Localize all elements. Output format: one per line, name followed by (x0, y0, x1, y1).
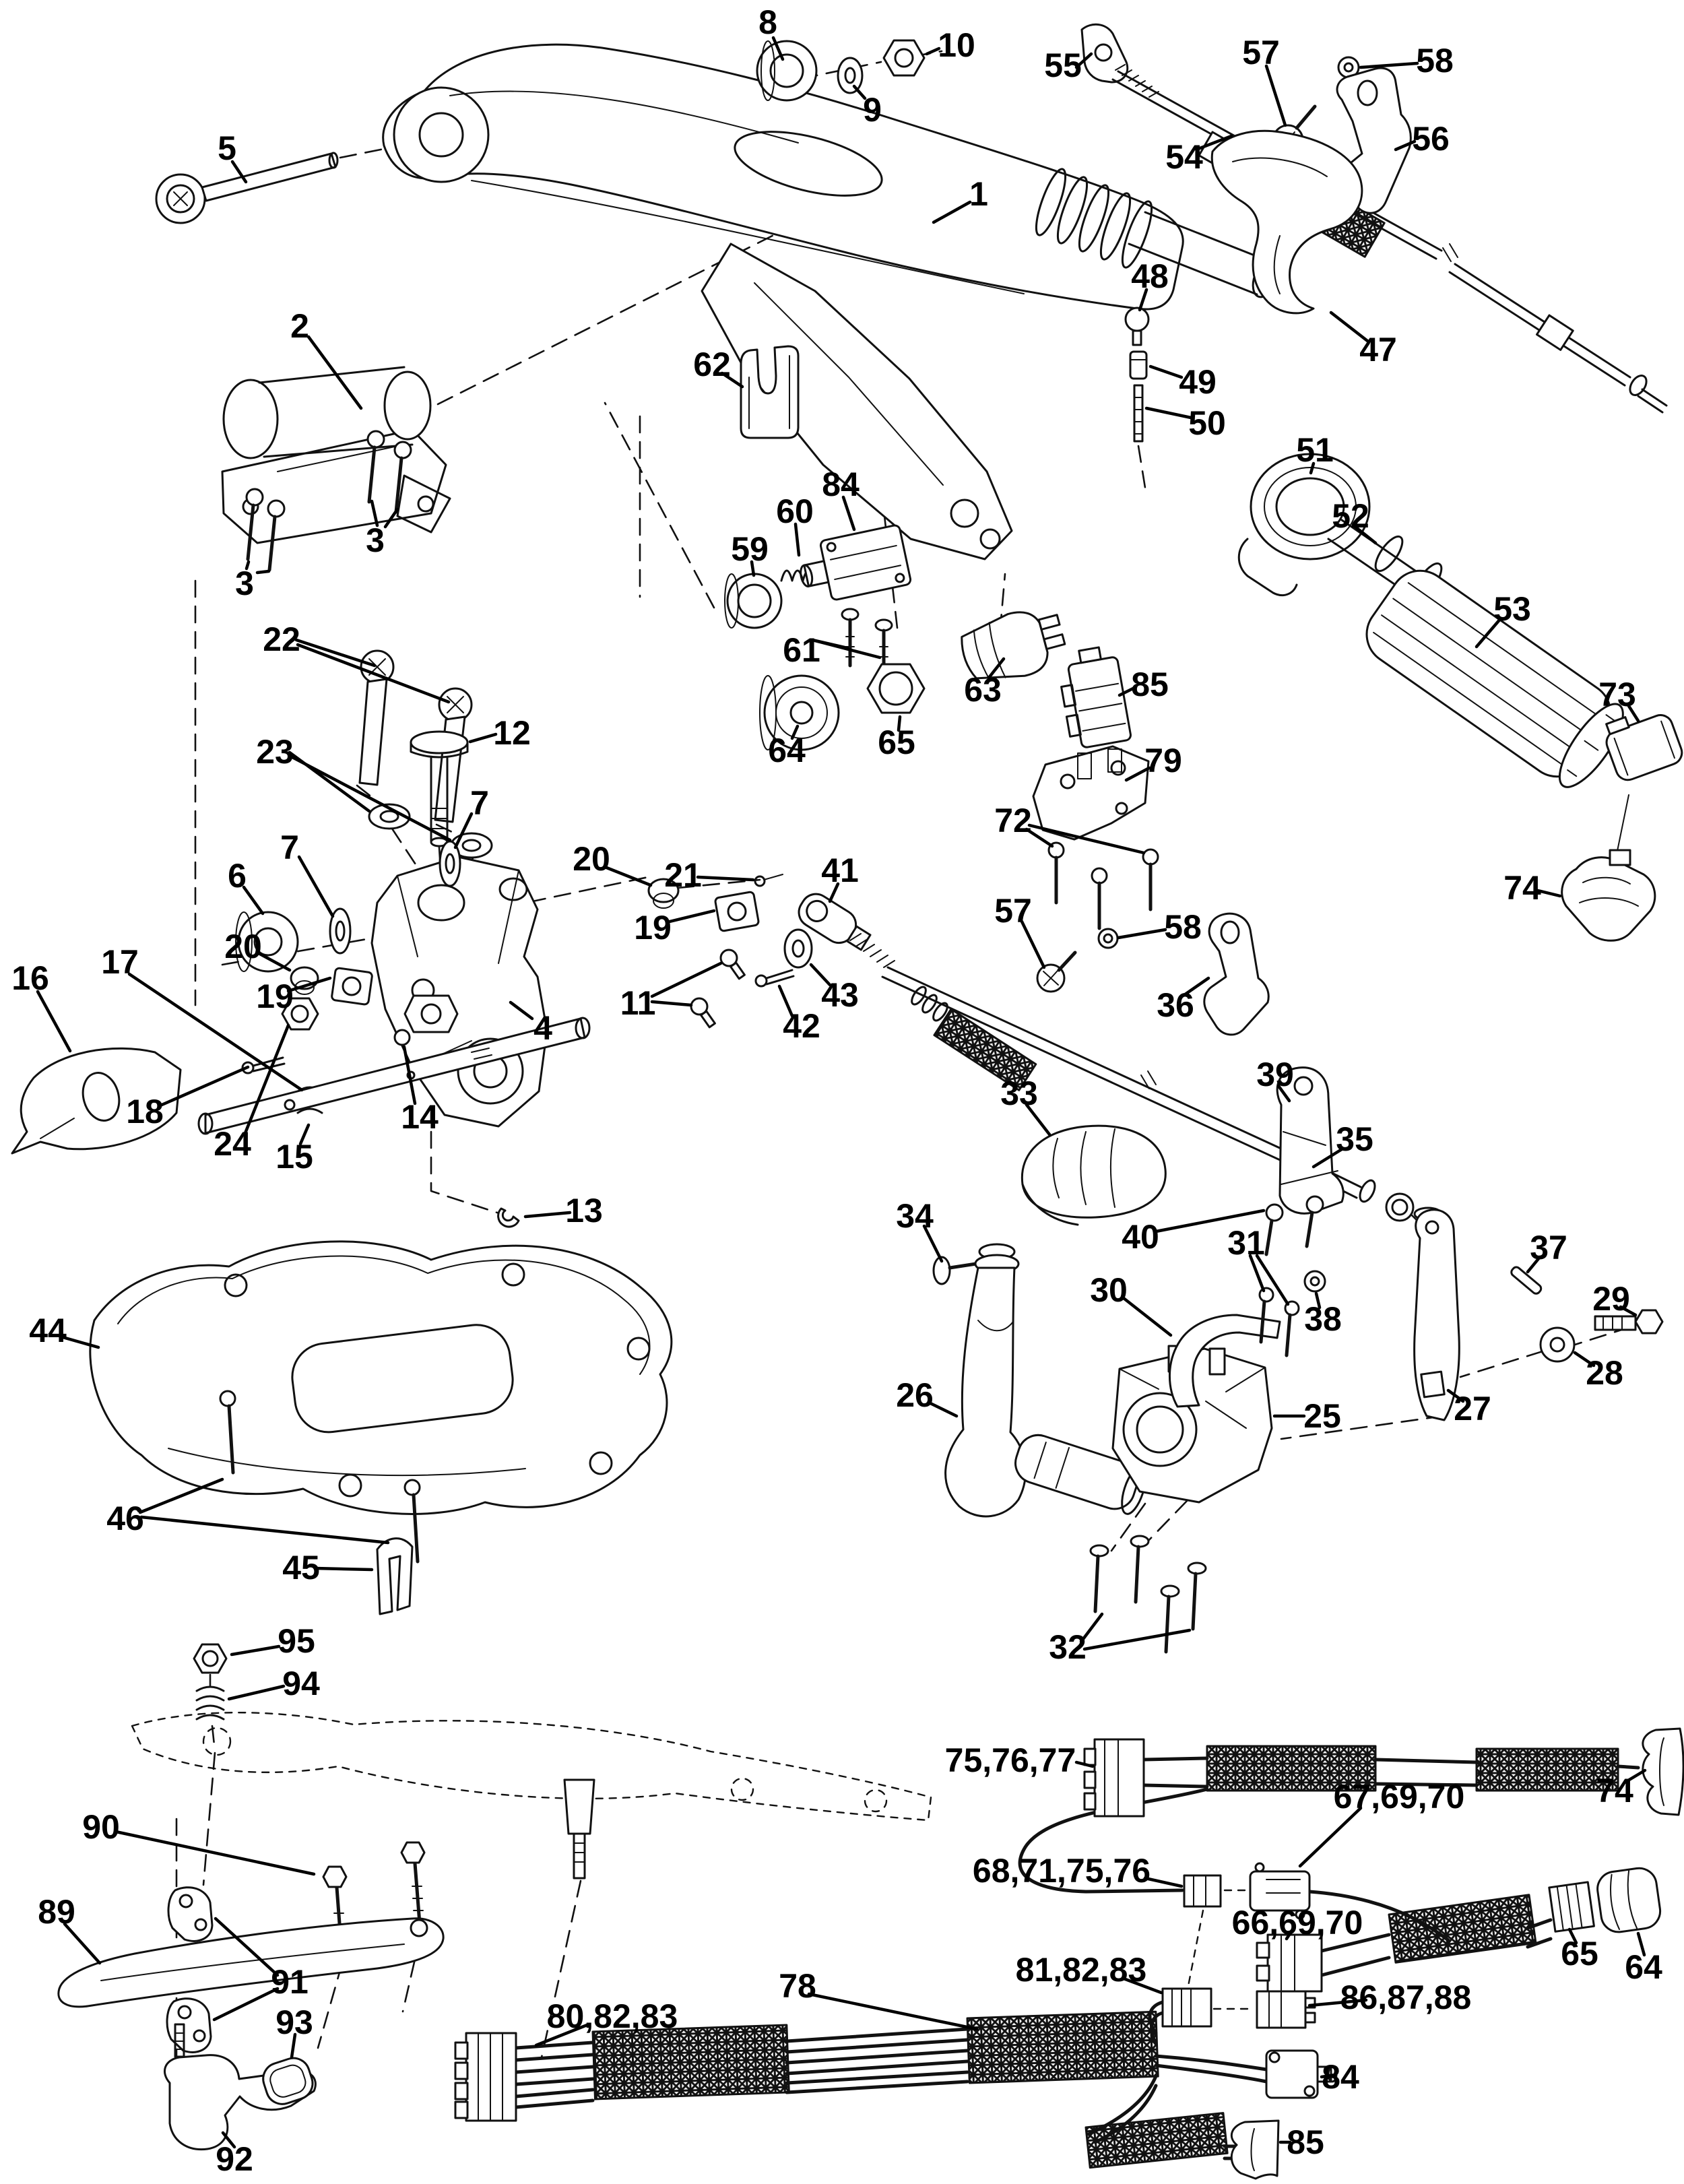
part-85-connector-mid (1056, 645, 1131, 750)
callout-67,69,70: 67,69,70 (1333, 1778, 1465, 1816)
callout-66,69,70: 66,69,70 (1231, 1904, 1363, 1941)
callout-72: 72 (994, 802, 1032, 839)
part-72-screws (1049, 843, 1158, 928)
leader-line-50 (1146, 408, 1191, 418)
callout-8: 8 (758, 3, 777, 41)
part-8-bushing (757, 41, 816, 100)
part-5-pivot-bolt (156, 153, 337, 223)
leader-line-22 (296, 640, 375, 666)
callout-64: 64 (768, 732, 806, 769)
leader-line-21 (698, 877, 753, 880)
callout-27: 27 (1454, 1390, 1491, 1427)
callout-74: 74 (1503, 869, 1541, 907)
callout-56: 56 (1412, 120, 1450, 158)
callout-14: 14 (401, 1098, 439, 1136)
callout-78: 78 (779, 1967, 816, 2005)
leader-line-46 (140, 1479, 222, 1512)
callout-4: 4 (533, 1009, 552, 1047)
callout-55: 55 (1044, 46, 1082, 84)
callout-29: 29 (1592, 1280, 1630, 1318)
callout-5: 5 (218, 129, 236, 167)
callout-24: 24 (214, 1125, 251, 1163)
callout-73: 73 (1598, 676, 1636, 713)
callout-65: 65 (1561, 1935, 1598, 1972)
leader-line-67,69,70 (1300, 1808, 1361, 1866)
part-11-fittings (691, 950, 744, 1027)
callout-7: 7 (280, 829, 299, 866)
callout-15: 15 (276, 1138, 313, 1176)
callout-34: 34 (896, 1197, 934, 1235)
callout-85: 85 (1131, 666, 1169, 703)
leader-line-3 (257, 571, 269, 573)
copilot-steering-arm (132, 1712, 931, 1878)
part-50-spring-pin (1134, 385, 1142, 441)
callout-90: 90 (82, 1808, 120, 1846)
callout-2: 2 (290, 307, 309, 345)
callout-93: 93 (276, 2003, 313, 2041)
callout-60: 60 (776, 492, 814, 530)
braid-sleeve (1389, 1895, 1536, 1963)
part-36-anchor-bracket (1204, 913, 1268, 1035)
part-58-washer-mid (1099, 929, 1118, 948)
leader-line-95 (232, 1646, 279, 1655)
leader-line-49 (1151, 366, 1181, 377)
callout-9: 9 (863, 91, 882, 129)
callout-20: 20 (573, 840, 610, 878)
callout-36: 36 (1157, 986, 1194, 1024)
callout-17: 17 (101, 943, 139, 981)
callout-84: 84 (1322, 2058, 1359, 2096)
ferrule-65 (1549, 1882, 1594, 1931)
leader-line-58 (1118, 930, 1165, 938)
part-74-grip-plug (1562, 795, 1655, 940)
connector-75-76-77 (1084, 1739, 1144, 1816)
connector-86-87-88 (1257, 1991, 1315, 2028)
clamp-85 (1231, 2121, 1278, 2179)
leader-line-58 (1361, 63, 1417, 67)
callout-35: 35 (1336, 1120, 1373, 1158)
part-7-washer-b (440, 841, 460, 886)
callout-44: 44 (29, 1312, 67, 1349)
braid-sleeve (593, 2025, 789, 2099)
callout-18: 18 (126, 1093, 164, 1130)
callout-74: 74 (1596, 1772, 1633, 1809)
part-79-switch-bracket (1033, 746, 1148, 839)
part-13-retaining-clip (498, 1209, 519, 1227)
leader-line-32 (1084, 1630, 1190, 1649)
callout-30: 30 (1090, 1271, 1128, 1309)
callout-79: 79 (1144, 742, 1182, 779)
callout-23: 23 (256, 733, 294, 771)
part-48-button (1126, 308, 1148, 345)
callout-12: 12 (493, 714, 531, 752)
leader-line-78 (809, 1994, 977, 2029)
callout-39: 39 (1256, 1056, 1294, 1093)
callout-43: 43 (821, 976, 859, 1014)
leader-line-46 (141, 1517, 388, 1543)
callout-53: 53 (1493, 590, 1531, 628)
callout-20: 20 (224, 928, 262, 965)
part-32-screws (1091, 1536, 1206, 1652)
callout-51: 51 (1296, 431, 1334, 469)
connector-68-71-75-76 (1184, 1875, 1221, 1906)
leader-line-57 (1266, 66, 1285, 125)
connector-66-69-70 (1257, 1935, 1322, 1991)
part-19-square-nut-a (331, 967, 373, 1004)
connector-80-82-83 (455, 2033, 516, 2121)
braid-sleeve (1086, 2113, 1227, 2168)
callout-85: 85 (1287, 2123, 1324, 2161)
callout-57: 57 (994, 892, 1032, 930)
callout-89: 89 (38, 1893, 75, 1931)
callout-11: 11 (620, 984, 656, 1022)
callout-58: 58 (1164, 908, 1202, 946)
leader-line-20 (605, 867, 651, 885)
callout-68,71,75,76: 68,71,75,76 (972, 1852, 1151, 1890)
braid-sleeve-78 (967, 2012, 1158, 2083)
callout-16: 16 (11, 959, 49, 997)
callout-33: 33 (1000, 1074, 1038, 1112)
part-33-cam-cover (1022, 1126, 1165, 1225)
part-19-square-nut-b (715, 891, 759, 931)
leader-line-19 (667, 911, 714, 922)
leader-line-90 (116, 1832, 314, 1874)
connector-81-82-83 (1163, 1989, 1211, 2026)
callout-1: 1 (969, 175, 988, 213)
callout-57: 57 (1242, 34, 1280, 71)
leader-line-30 (1124, 1298, 1171, 1335)
callout-25: 25 (1303, 1397, 1341, 1435)
callout-22: 22 (263, 620, 300, 658)
callout-54: 54 (1165, 138, 1203, 176)
callout-49: 49 (1179, 363, 1217, 401)
leader-line-6 (244, 887, 263, 913)
callout-42: 42 (783, 1007, 820, 1045)
callout-50: 50 (1188, 404, 1226, 442)
leader-line-11 (652, 963, 721, 996)
leader-line-45 (315, 1568, 372, 1570)
callout-95: 95 (278, 1622, 315, 1660)
leader-line-74 (1538, 891, 1560, 896)
callout-32: 32 (1049, 1628, 1087, 1666)
part-14-detent-ball (395, 1030, 410, 1045)
callout-7: 7 (470, 784, 489, 822)
callout-6: 6 (228, 857, 247, 895)
leader-line-7 (299, 857, 333, 916)
callout-80,82,83: 80,82,83 (546, 1997, 678, 2035)
part-65-collar-nut (868, 664, 924, 713)
callout-65: 65 (878, 724, 915, 761)
part-37-pin (1510, 1266, 1543, 1295)
callout-46: 46 (106, 1500, 144, 1537)
callout-40: 40 (1122, 1218, 1159, 1256)
explosion-axis-lines (176, 51, 1630, 2078)
part-27-link-arm (1415, 1208, 1460, 1420)
callout-86,87,88: 86,87,88 (1340, 1979, 1472, 2016)
part-9-washer (838, 58, 862, 93)
callout-38: 38 (1304, 1300, 1342, 1338)
part-10-nut (884, 40, 924, 75)
callout-63: 63 (964, 671, 1002, 709)
callout-13: 13 (565, 1192, 603, 1229)
clamp-74 (1643, 1729, 1683, 1815)
callout-64: 64 (1625, 1948, 1662, 1986)
part-45-clip (377, 1539, 412, 1614)
part-43-washer (785, 930, 812, 967)
part-38-washer (1305, 1271, 1325, 1291)
part-28-washer (1541, 1328, 1574, 1361)
callout-31: 31 (1227, 1224, 1265, 1262)
callout-81,82,83: 81,82,83 (1015, 1951, 1147, 1989)
callout-37: 37 (1530, 1229, 1567, 1266)
leader-line-11 (652, 1002, 691, 1005)
leader-line-94 (229, 1686, 284, 1699)
part-42-cotter-pin (756, 970, 794, 986)
part-4-steering-bracket (372, 857, 547, 1126)
part-49-spacer (1130, 352, 1146, 379)
callout-61: 61 (783, 631, 820, 669)
callout-26: 26 (896, 1376, 934, 1414)
callout-10: 10 (938, 26, 975, 64)
callout-92: 92 (216, 2140, 253, 2178)
leader-line-61 (812, 640, 880, 657)
callout-21: 21 (664, 856, 702, 894)
part-59-cap (725, 574, 781, 628)
cap-64 (1595, 1866, 1662, 1934)
leader-line-16 (38, 992, 70, 1051)
callout-3: 3 (235, 565, 254, 602)
leader-line-13 (525, 1213, 570, 1217)
part-95-locknut (194, 1644, 226, 1673)
part-44-lower-housing (90, 1242, 672, 1514)
callout-59: 59 (731, 530, 769, 568)
callout-94: 94 (282, 1665, 320, 1702)
callout-3: 3 (366, 521, 385, 559)
callout-47: 47 (1359, 331, 1397, 368)
leader-line-12 (470, 734, 496, 742)
callout-19: 19 (256, 977, 294, 1015)
part-89-friction-band (59, 1919, 443, 2007)
callout-45: 45 (282, 1549, 320, 1586)
part-57-screw-mid (1037, 953, 1075, 992)
callout-91: 91 (271, 1963, 309, 2001)
callout-52: 52 (1332, 497, 1369, 535)
callout-19: 19 (634, 909, 672, 946)
callout-28: 28 (1586, 1354, 1623, 1392)
callout-75,76,77: 75,76,77 (944, 1741, 1076, 1779)
leader-line-91 (214, 1989, 278, 2020)
callout-84: 84 (822, 465, 860, 503)
callout-62: 62 (693, 346, 731, 383)
leader-line-68,71,75,76 (1145, 1878, 1181, 1886)
callout-58: 58 (1416, 42, 1454, 79)
part-2-clamp-bracket (222, 367, 450, 543)
callout-48: 48 (1131, 257, 1169, 295)
callout-41: 41 (821, 852, 859, 889)
